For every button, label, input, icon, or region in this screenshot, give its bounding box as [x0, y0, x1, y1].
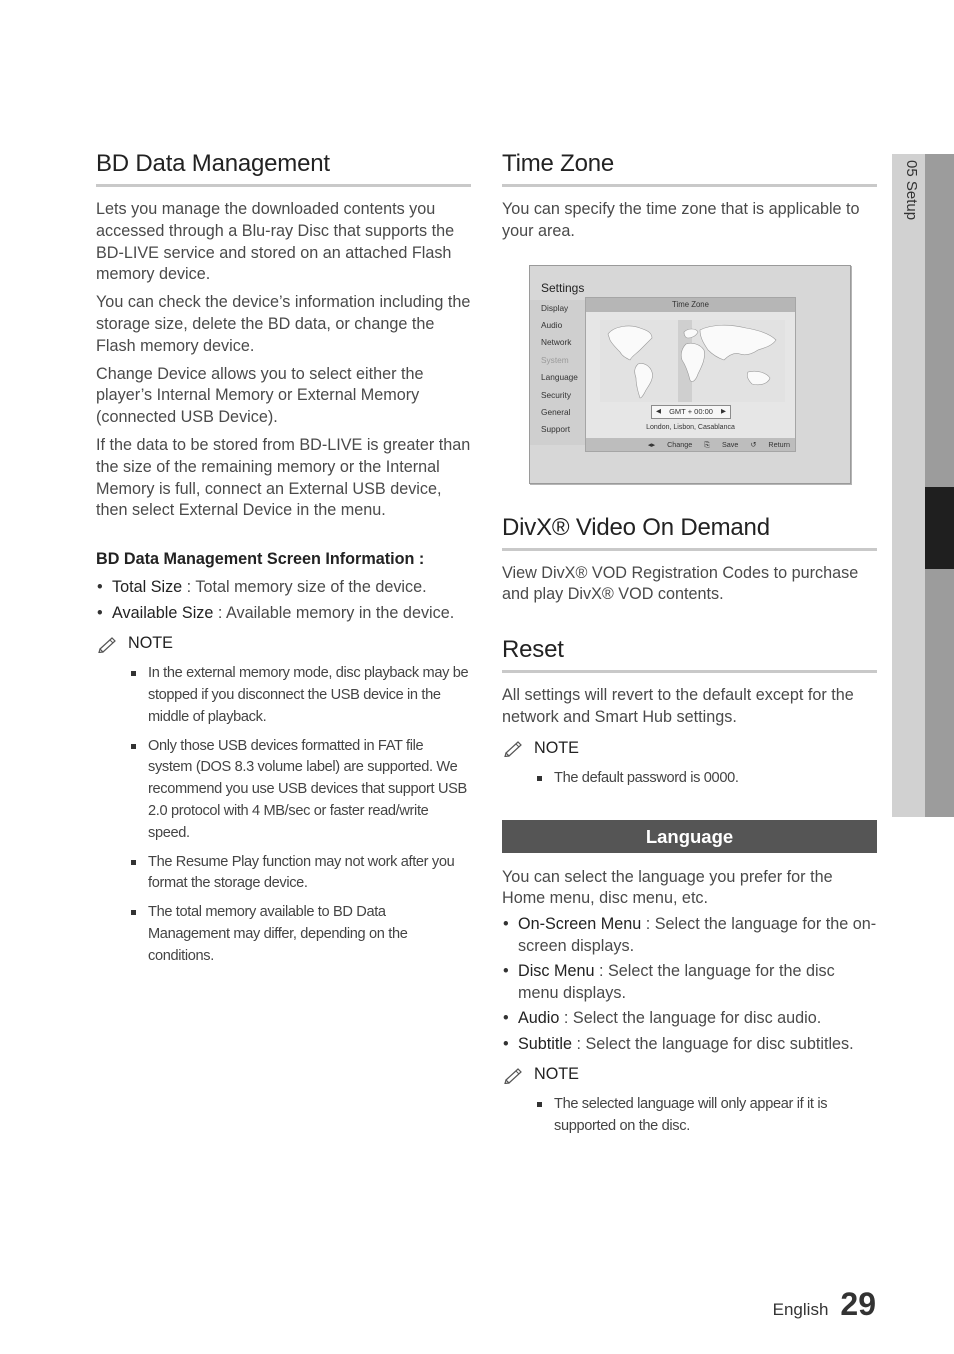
- menu-item: General: [541, 406, 571, 417]
- menu-item: Network: [541, 337, 572, 348]
- list-item: [502, 1034, 877, 1056]
- desc: : Select the language for the on-screen displays.: [518, 915, 877, 955]
- desc: : Available memory in the device.: [213, 603, 455, 622]
- bd-data-management-section: [96, 150, 471, 975]
- term: Available Size: [112, 603, 214, 622]
- bd-data-management-heading: BD Data Management: [96, 150, 471, 187]
- note-list: [96, 663, 471, 967]
- pencil-note-icon: [502, 739, 526, 757]
- save-hint: ⎘ Save: [704, 439, 739, 449]
- reset-heading: Reset: [502, 636, 877, 673]
- screenshot-title: Settings: [541, 280, 585, 295]
- gmt-selector: [651, 405, 731, 419]
- menu-item: Language: [541, 372, 578, 383]
- note-list: [502, 768, 877, 790]
- menu-item: Support: [541, 424, 571, 435]
- chapter-label: 05 Setup: [903, 160, 920, 221]
- note-label: NOTE: [128, 634, 173, 653]
- desc: : Select the language for disc subtitles.: [572, 1034, 854, 1053]
- menu-item: Display: [541, 302, 569, 313]
- save-label: Save: [722, 439, 739, 449]
- note-label: NOTE: [534, 1065, 579, 1084]
- screenshot-menu: [530, 300, 585, 445]
- footer-language: English: [772, 1300, 829, 1319]
- note-item: The selected language will only appear if it is supported on the disc.: [536, 1094, 877, 1138]
- desc: : Total memory size of the device.: [182, 578, 427, 597]
- page-number: 29: [840, 1286, 876, 1322]
- screen-info-subheading: BD Data Management Screen Information :: [96, 550, 425, 569]
- paragraph: All settings will revert to the default except for the network and Smart Hub settings.: [502, 686, 854, 726]
- time-zone-panel: [585, 297, 796, 452]
- list-item: [96, 603, 471, 625]
- list-item: [502, 914, 877, 957]
- arrow-right-icon: ▶: [721, 407, 726, 415]
- settings-screenshot: [529, 265, 851, 484]
- page-footer: [773, 1286, 876, 1323]
- term: Subtitle: [518, 1034, 572, 1053]
- divx-heading: DivX® Video On Demand: [502, 514, 877, 551]
- note-label: NOTE: [534, 738, 579, 757]
- note-item: The Resume Play function may not work after you format the storage device.: [130, 852, 471, 896]
- gmt-value: GMT + 00:00: [669, 406, 713, 416]
- list-item: [502, 1008, 877, 1030]
- change-hint: ◂▸ Change: [647, 439, 693, 449]
- chapter-tab-marker: [925, 487, 954, 569]
- note-heading: [502, 1065, 877, 1084]
- note-item: In the external memory mode, disc playback may be stopped if you disconnect the USB device in the middle of playback.: [130, 663, 471, 728]
- language-list: [502, 914, 877, 1055]
- list-item: [96, 577, 471, 599]
- pencil-note-icon: [96, 635, 120, 653]
- paragraph: You can check the device’s information including the storage size, delete the BD data, or change the Flash memory device.: [96, 293, 471, 355]
- desc: : Select the language for the disc menu displays.: [518, 962, 835, 1002]
- term: On-Screen Menu: [518, 915, 642, 934]
- note-item: The total memory available to BD Data Management may differ, depending on the conditions.: [130, 902, 471, 967]
- note-heading: [502, 739, 877, 758]
- term: Audio: [518, 1009, 560, 1028]
- note-heading: [96, 634, 471, 653]
- paragraph: Change Device allows you to select either the player’s Internal Memory or External Memory (connected USB Device).: [96, 364, 424, 427]
- time-zone-heading: Time Zone: [502, 150, 877, 187]
- menu-item-selected: System: [541, 354, 569, 365]
- note-list: [502, 1094, 877, 1138]
- menu-item: Security: [541, 389, 571, 400]
- term: Total Size: [112, 578, 183, 597]
- menu-item: Audio: [541, 319, 563, 330]
- panel-title: Time Zone: [586, 298, 795, 312]
- term: Disc Menu: [518, 962, 595, 981]
- list-item: [502, 961, 877, 1004]
- paragraph: You can specify the time zone that is applicable to your area.: [502, 200, 860, 240]
- note-item: The default password is 0000.: [536, 768, 877, 790]
- paragraph: Lets you manage the downloaded contents you accessed through a Blu-ray Disc that supports the BD-LIVE service and stored on an attached Flash memory device.: [96, 200, 455, 284]
- note-item: Only those USB devices formatted in FAT file system (DOS 8.3 volume label) are supported. We recommend you use USB devices that support USB 2.0 protocol with 4 MB/sec or faster read/write speed.: [130, 736, 471, 845]
- language-section-bar: Language: [502, 820, 877, 853]
- change-label: Change: [667, 439, 693, 449]
- paragraph: View DivX® VOD Registration Codes to purchase and play DivX® VOD contents.: [502, 563, 859, 604]
- desc: : Select the language for disc audio.: [559, 1009, 822, 1028]
- pencil-note-icon: [502, 1066, 526, 1084]
- screen-info-list: [96, 577, 471, 624]
- arrow-left-icon: ◀: [656, 407, 661, 415]
- return-hint: ↺ Return: [750, 439, 790, 449]
- paragraph: If the data to be stored from BD-LIVE is greater than the size of the remaining memory or the Internal Memory is full, connect an External USB device, then select External Device in the menu.: [96, 435, 471, 520]
- world-map-icon: [600, 320, 785, 402]
- paragraph: You can select the language you prefer for the Home menu, disc menu, etc.: [502, 867, 833, 908]
- chapter-tab-stripe: [925, 154, 954, 817]
- panel-button-bar: [586, 438, 795, 451]
- right-column: [502, 150, 877, 1145]
- city-label: London, Lisbon, Casablanca: [646, 423, 735, 431]
- return-label: Return: [768, 439, 790, 449]
